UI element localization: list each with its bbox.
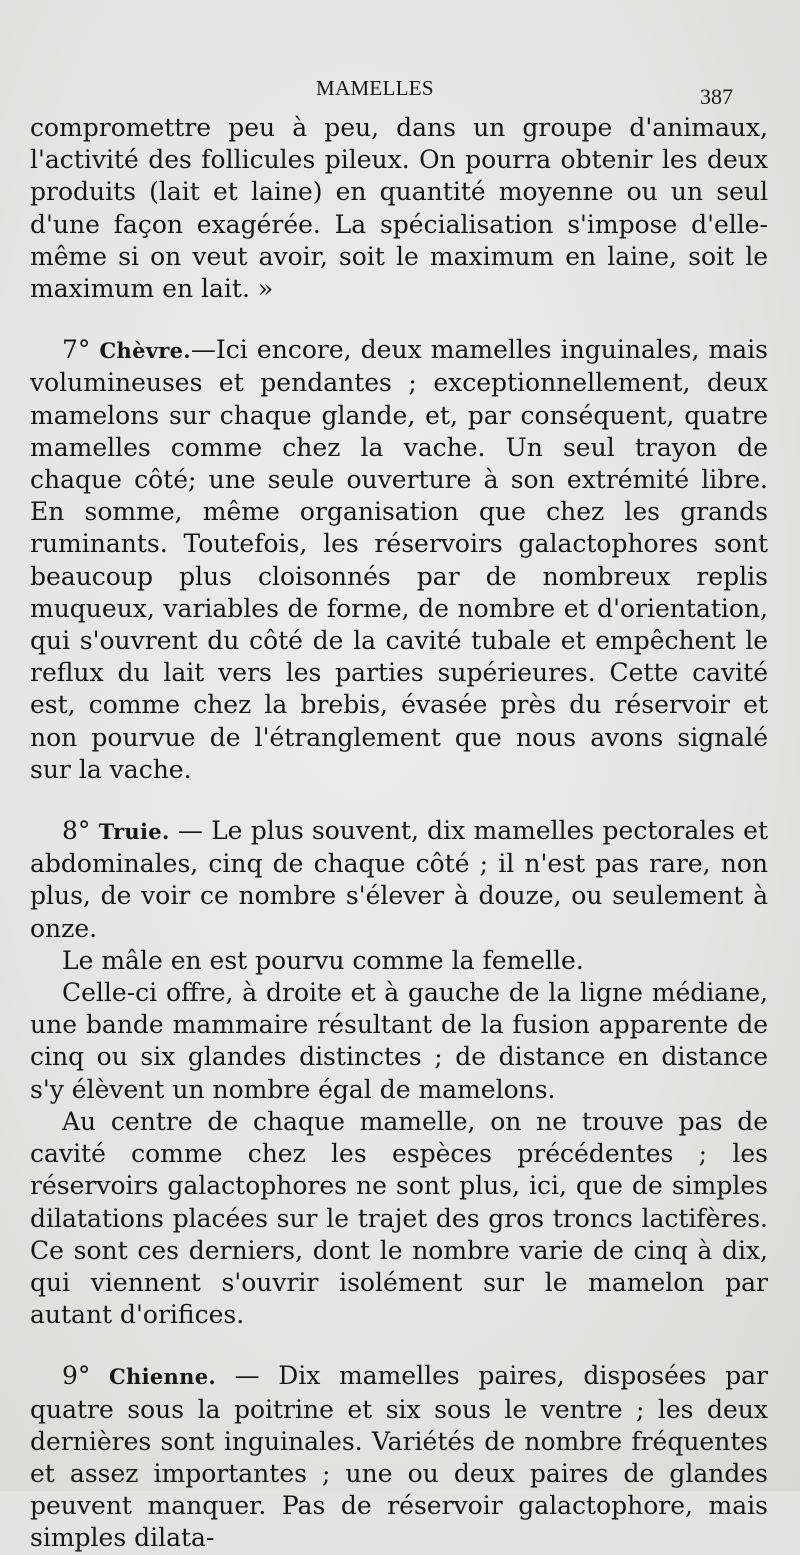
paragraph-text: — Le plus souvent, dix mamelles pectorales et abdominales, cinq de chaque côté ; il n'est pas rare, non plus, de voir ce nombre s'élever à douze, ou seulement à onze. bbox=[30, 816, 768, 943]
section-term: Chèvre. bbox=[99, 338, 191, 364]
section-chevre bbox=[30, 334, 768, 786]
section-truie bbox=[30, 815, 768, 945]
page-number: 387 bbox=[700, 84, 733, 109]
section-number: 9° bbox=[62, 1361, 91, 1391]
paragraph-text: Le mâle en est pourvu comme la femelle. bbox=[62, 945, 584, 975]
paragraph-male bbox=[30, 945, 768, 977]
section-chienne bbox=[30, 1360, 768, 1554]
paragraph-text: —Ici encore, deux mamelles inguinales, mais volumineuses et pendantes ; exceptionnellement, deux mamelons sur chaque glande, et, par conséquent, quatre mamelles comme chez la vache. Un seul trayon de chaque côté; une seule ouverture à son extrémité libre. En somme, même organisation que chez les grands ruminants. Toutefois, les réservoirs galactophores sont beaucoup plus cloisonnés par de nombreux replis muqueux, variables de forme, de nombre et d'orientation, qui s'ouvrent du côté de la cavité tubale et empêchent le reflux du lait vers les parties supérieures. Cette cavité est, comme chez la brebis, évasée près du réservoir et non pourvue de l'étranglement que nous avons signalé sur la vache. bbox=[30, 335, 768, 784]
section-number: 8° bbox=[62, 816, 91, 846]
running-title: MAMELLES bbox=[316, 76, 434, 100]
section-term: Truie. bbox=[98, 819, 170, 845]
paragraph-text: compromettre peu à peu, dans un groupe d'animaux, l'activité des follicules pileux. On pourra obtenir les deux produits (lait et laine) en quantité moyenne ou un seul d'une façon exagérée. La spécialisation s'impose d'elle-même si on veut avoir, soit le maximum en laine, soit le maximum en lait. » bbox=[30, 113, 768, 304]
paragraph-centre-mamelle bbox=[30, 1106, 768, 1331]
paragraph-continuation bbox=[30, 112, 768, 305]
paragraph-text: — Dix mamelles paires, disposées par quatre sous la poitrine et six sous le ventre ; les deux dernières sont inguinales. Variétés de nombre fréquentes et assez importantes ; une ou deux paires de glandes peuvent manquer. Pas de réservoir galactophore, mais simples dilata- bbox=[30, 1361, 768, 1553]
paragraph-bande-mammaire bbox=[30, 977, 768, 1106]
paragraph-text: Au centre de chaque mamelle, on ne trouve pas de cavité comme chez les espèces précédentes ; les réservoirs galactophores ne sont plus, ici, que de simples dilatations placées sur le trajet des gros troncs lactifères. Ce sont ces derniers, dont le nombre varie de cinq à dix, qui viennent s'ouvrir isolément sur le mamelon par autant d'orifices. bbox=[30, 1106, 768, 1330]
page-body bbox=[30, 112, 768, 1555]
section-number: 7° bbox=[62, 335, 91, 365]
section-term: Chienne. bbox=[109, 1364, 216, 1390]
paragraph-text: Celle-ci offre, à droite et à gauche de la ligne médiane, une bande mammaire résultant de la fusion apparente de cinq ou six glandes distinctes ; de distance en distance s'y élèvent un nombre égal de mamelons. bbox=[30, 978, 768, 1104]
